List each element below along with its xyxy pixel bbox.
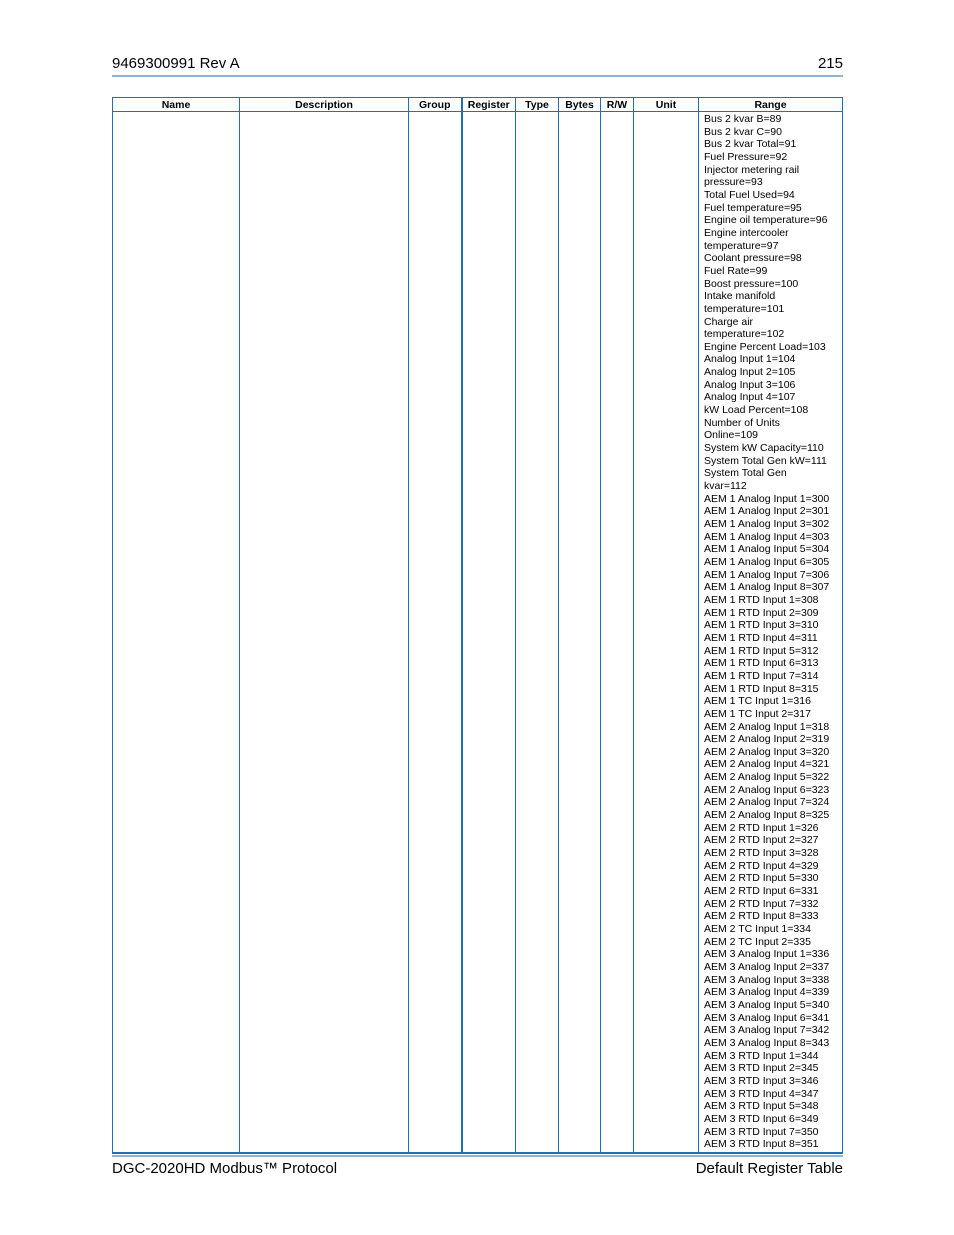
col-header-register: Register bbox=[462, 98, 516, 112]
range-line: AEM 2 RTD Input 8=333 bbox=[704, 910, 819, 923]
range-line: AEM 3 Analog Input 1=336 bbox=[704, 948, 830, 961]
col-header-description: Description bbox=[240, 98, 409, 112]
range-line: AEM 1 Analog Input 1=300 bbox=[704, 492, 830, 505]
col-header-name: Name bbox=[113, 98, 240, 112]
range-line: AEM 2 Analog Input 8=325 bbox=[704, 809, 830, 822]
range-line: AEM 2 Analog Input 3=320 bbox=[704, 745, 830, 758]
cell-type bbox=[516, 112, 559, 1153]
range-line: AEM 3 Analog Input 4=339 bbox=[704, 986, 830, 999]
range-line: AEM 2 Analog Input 6=323 bbox=[704, 783, 830, 796]
cell-range bbox=[699, 112, 843, 1153]
col-header-type: Type bbox=[516, 98, 559, 112]
range-line: AEM 2 RTD Input 6=331 bbox=[704, 885, 819, 898]
range-line: AEM 1 Analog Input 7=306 bbox=[704, 568, 830, 581]
range-line: Fuel Pressure=92 bbox=[704, 150, 788, 163]
range-line: Intake manifold bbox=[704, 290, 776, 303]
range-line: AEM 3 Analog Input 8=343 bbox=[704, 1036, 830, 1049]
document-number: 9469300991 Rev A bbox=[112, 55, 240, 72]
range-line: AEM 1 RTD Input 3=310 bbox=[704, 619, 819, 632]
range-line: Fuel Rate=99 bbox=[704, 264, 768, 277]
range-line: AEM 2 Analog Input 1=318 bbox=[704, 720, 830, 733]
footer-divider bbox=[112, 1155, 843, 1157]
range-line: AEM 3 RTD Input 5=348 bbox=[704, 1100, 819, 1113]
range-line: Analog Input 2=105 bbox=[704, 366, 796, 379]
range-line: Boost pressure=100 bbox=[704, 277, 799, 290]
range-line: Total Fuel Used=94 bbox=[704, 188, 795, 201]
range-line: AEM 2 Analog Input 7=324 bbox=[704, 796, 830, 809]
range-line: AEM 1 TC Input 2=317 bbox=[704, 707, 811, 720]
cell-description bbox=[240, 112, 409, 1153]
range-line: System Total Gen bbox=[704, 467, 787, 480]
range-line: AEM 2 RTD Input 5=330 bbox=[704, 872, 819, 885]
range-line: AEM 3 RTD Input 8=351 bbox=[704, 1138, 819, 1151]
range-line: AEM 2 RTD Input 2=327 bbox=[704, 834, 819, 847]
range-line: AEM 1 Analog Input 4=303 bbox=[704, 530, 830, 543]
cell-rw bbox=[601, 112, 634, 1153]
range-line: System kW Capacity=110 bbox=[704, 442, 824, 455]
col-header-group: Group bbox=[409, 98, 462, 112]
range-line: AEM 1 RTD Input 1=308 bbox=[704, 593, 819, 606]
range-line: AEM 3 Analog Input 7=342 bbox=[704, 1024, 830, 1037]
cell-register bbox=[462, 112, 516, 1153]
cell-group bbox=[409, 112, 462, 1153]
range-line: AEM 3 RTD Input 1=344 bbox=[704, 1049, 819, 1062]
range-line: Engine oil temperature=96 bbox=[704, 214, 828, 227]
range-line: Bus 2 kvar Total=91 bbox=[704, 138, 797, 151]
range-line: Analog Input 1=104 bbox=[704, 353, 796, 366]
range-line: Fuel temperature=95 bbox=[704, 201, 802, 214]
range-line: AEM 1 TC Input 1=316 bbox=[704, 695, 811, 708]
range-line: AEM 1 Analog Input 8=307 bbox=[704, 581, 830, 594]
range-line: AEM 1 Analog Input 3=302 bbox=[704, 518, 830, 530]
range-line: AEM 3 RTD Input 7=350 bbox=[704, 1125, 819, 1138]
page-header bbox=[112, 55, 843, 77]
range-line: AEM 1 Analog Input 6=305 bbox=[704, 555, 830, 568]
range-line: AEM 1 RTD Input 8=315 bbox=[704, 682, 819, 695]
col-header-rw: R/W bbox=[601, 98, 634, 112]
range-line: AEM 1 RTD Input 4=311 bbox=[704, 631, 818, 644]
col-header-bytes: Bytes bbox=[559, 98, 601, 112]
range-line: AEM 3 Analog Input 2=337 bbox=[704, 960, 830, 973]
range-line: AEM 2 TC Input 1=334 bbox=[704, 923, 811, 935]
cell-unit bbox=[634, 112, 699, 1153]
footer-section-title: Default Register Table bbox=[695, 1160, 843, 1177]
range-line: kvar=112 bbox=[704, 480, 747, 493]
cell-name bbox=[113, 112, 240, 1153]
table-header-row bbox=[113, 98, 843, 112]
range-line: AEM 3 Analog Input 5=340 bbox=[704, 998, 830, 1011]
range-line: AEM 3 RTD Input 4=347 bbox=[704, 1087, 819, 1100]
page-footer bbox=[112, 1160, 843, 1182]
range-line: AEM 3 Analog Input 6=341 bbox=[704, 1011, 830, 1024]
range-line: AEM 1 RTD Input 5=312 bbox=[704, 644, 819, 657]
range-line: AEM 1 RTD Input 2=309 bbox=[704, 606, 819, 619]
range-line: AEM 2 Analog Input 4=321 bbox=[704, 758, 830, 771]
col-header-unit: Unit bbox=[634, 98, 699, 112]
range-line: AEM 1 Analog Input 5=304 bbox=[704, 543, 830, 556]
cell-bytes bbox=[559, 112, 601, 1153]
range-line: AEM 2 RTD Input 3=328 bbox=[704, 847, 819, 860]
page-number: 215 bbox=[817, 55, 843, 72]
range-line: AEM 1 RTD Input 7=314 bbox=[704, 669, 819, 682]
range-line: AEM 2 Analog Input 5=322 bbox=[704, 771, 830, 784]
range-line: AEM 1 RTD Input 6=313 bbox=[704, 657, 819, 670]
table-row bbox=[113, 112, 843, 1153]
range-line: Coolant pressure=98 bbox=[704, 252, 802, 265]
range-line: Engine Percent Load=103 bbox=[704, 340, 826, 353]
range-line: AEM 2 RTD Input 7=332 bbox=[704, 897, 819, 910]
range-line: Bus 2 kvar B=89 bbox=[704, 113, 782, 125]
range-line: AEM 2 Analog Input 2=319 bbox=[704, 733, 830, 746]
range-line: AEM 2 RTD Input 4=329 bbox=[704, 859, 819, 872]
range-line: System Total Gen kW=111 bbox=[704, 454, 827, 467]
footer-product-title: DGC-2020HD Modbus™ Protocol bbox=[112, 1160, 338, 1177]
range-line: Charge air bbox=[704, 315, 754, 328]
range-line: AEM 1 Analog Input 2=301 bbox=[704, 505, 830, 518]
range-line: temperature=101 bbox=[704, 302, 785, 315]
range-line: Analog Input 4=107 bbox=[704, 391, 796, 404]
range-line: AEM 3 RTD Input 2=345 bbox=[704, 1062, 819, 1075]
range-line: Engine intercooler bbox=[704, 226, 789, 239]
range-line: temperature=97 bbox=[704, 239, 779, 252]
range-line: temperature=102 bbox=[704, 328, 785, 341]
range-line: pressure=93 bbox=[704, 176, 763, 189]
range-line: AEM 2 RTD Input 1=326 bbox=[704, 821, 819, 834]
range-line: AEM 2 TC Input 2=335 bbox=[704, 935, 811, 948]
range-line: Injector metering rail bbox=[704, 163, 800, 176]
col-header-range: Range bbox=[699, 98, 843, 112]
header-divider bbox=[112, 75, 843, 77]
range-line: AEM 3 RTD Input 3=346 bbox=[704, 1074, 819, 1087]
range-line: AEM 3 Analog Input 3=338 bbox=[704, 973, 830, 986]
range-line: Online=109 bbox=[704, 429, 759, 442]
register-table bbox=[112, 97, 842, 1154]
range-line: AEM 3 RTD Input 6=349 bbox=[704, 1112, 819, 1125]
range-line: Bus 2 kvar C=90 bbox=[704, 125, 782, 138]
range-line: Analog Input 3=106 bbox=[704, 378, 796, 391]
range-line: kW Load Percent=108 bbox=[704, 404, 809, 417]
range-line: Number of Units bbox=[704, 416, 780, 429]
